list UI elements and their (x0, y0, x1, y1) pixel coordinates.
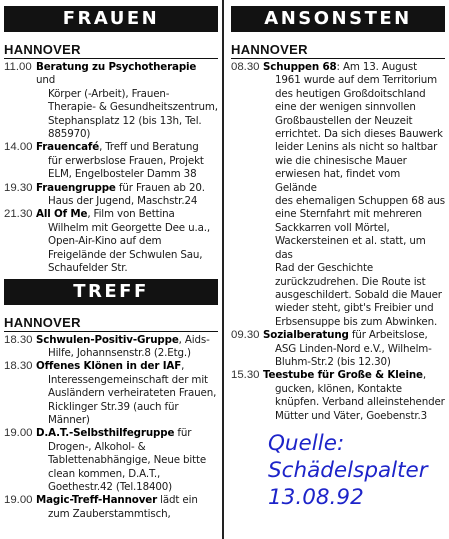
event-entry (4, 61, 218, 141)
event-title: Offenes Klönen in der IAF (36, 360, 182, 373)
event-continuation: zum Zauberstammtisch, (48, 507, 171, 520)
event-entry (4, 360, 218, 427)
city-heading: HANNOVER (231, 42, 308, 57)
event-continuation: Bluhm-Str.2 (bis 12.30) (275, 355, 391, 368)
event-first-line (36, 360, 218, 373)
event-continuation: des heutigen Großdoitschland (275, 87, 426, 100)
event-first-text: für Frauen ab 20. (115, 181, 205, 194)
event-entry (4, 141, 218, 181)
event-title: All Of Me (36, 208, 88, 221)
event-title: Beratung zu Psychotherapie (36, 61, 197, 73)
event-continuation: Ricklinger Str.39 (auch für (48, 400, 179, 413)
event-first-text: für Arbeitslose, (348, 329, 428, 342)
event-time: 15.30 (231, 369, 260, 382)
event-continuation: Open-Air-Kino auf dem (48, 235, 162, 248)
event-continuation: Stephansplatz 12 (bis 13h, Tel. (48, 114, 202, 127)
event-continuation: Wackersteinen et al. statt, um das (275, 235, 426, 261)
event-continuation: Großbaustellen der Neuzeit (275, 114, 413, 127)
event-first-line (263, 61, 445, 74)
event-continuation: Goethestr.42 (Tel.18400) (48, 480, 173, 493)
event-text (263, 61, 445, 329)
event-entry (4, 208, 218, 275)
event-title: Schwulen-Positiv-Gruppe (36, 333, 179, 346)
event-continuation: 885970) (48, 128, 91, 141)
event-continuation: Sackkarren voll Mörtel, (275, 221, 390, 234)
event-first-text: , (181, 360, 185, 373)
event-text (36, 334, 218, 361)
event-entry (231, 329, 445, 369)
event-entry (231, 369, 445, 423)
event-continuation: Ausländern verheirateten Frauen, (48, 387, 217, 400)
event-continuation: Schaufelder Str. (48, 262, 128, 275)
event-text (263, 329, 445, 369)
event-time: 11.00 (4, 61, 32, 73)
event-first-line (263, 329, 445, 342)
event-first-text: , Film von Bettina (87, 208, 175, 221)
event-continuation: Tablettenabhängige, Neue bitte (48, 454, 207, 467)
event-first-line (36, 427, 218, 440)
event-first-line (36, 61, 218, 88)
event-continuation: für erwerbslose Frauen, Projekt (48, 154, 204, 167)
event-text (36, 141, 218, 181)
event-continuation: Männer) (48, 413, 90, 426)
event-text (263, 369, 445, 423)
city-rule (231, 58, 445, 59)
event-continuation: Drogen-, Alkohol- & (48, 440, 146, 453)
event-continuation: ELM, Engelbosteler Damm 38 (48, 168, 197, 181)
city-heading: HANNOVER (4, 42, 81, 57)
source-note (268, 430, 428, 511)
event-title: D.A.T.-Selbsthilfegruppe (36, 427, 175, 440)
event-continuation: Erbsensuppe bis zum Abwinken. (275, 315, 438, 328)
event-continuation: Wilhelm mit Georgette Dee u.a., (48, 221, 211, 234)
event-continuation: wie die chinesische Mauer (275, 154, 407, 167)
event-entry (231, 61, 445, 329)
event-continuation: gucken, klönen, Kontakte (275, 382, 402, 395)
event-continuation: ASG Linden-Nord e.V., Wilhelm- (275, 342, 432, 355)
event-title: Teestube für Große & Kleine (263, 369, 423, 382)
event-time: 18.30 (4, 360, 33, 373)
event-first-line (263, 369, 445, 382)
event-entry (4, 427, 218, 494)
event-continuation: Therapie- & Gesundheitszentrum, (48, 101, 218, 114)
event-time: 14.00 (4, 141, 33, 154)
event-first-text: , (422, 369, 426, 382)
event-first-text: lädt ein (157, 494, 198, 507)
event-first-text: und (36, 74, 56, 87)
event-continuation: zurückzudrehen. Die Route ist (275, 275, 426, 288)
event-time: 21.30 (4, 208, 33, 221)
source-date: 13.08.92 (268, 485, 364, 510)
event-time: 19.30 (4, 181, 33, 194)
column-divider (222, 0, 224, 539)
event-text (36, 427, 218, 494)
event-continuation: eine der wenigen sinnvollen (275, 101, 416, 114)
event-continuation: erwiesen hat, findet vom Gelände (275, 168, 401, 194)
event-text (36, 360, 218, 427)
event-first-line (36, 141, 218, 154)
event-first-text: , Aids- (178, 333, 210, 346)
city-heading: HANNOVER (4, 314, 81, 330)
event-continuation: Interessengemeinschaft der mit (48, 373, 208, 386)
event-time: 19.00 (4, 427, 33, 440)
event-continuation: ausgeschildert. Sobald die Mauer (275, 288, 442, 301)
event-title: Magic-Treff-Hannover (36, 494, 158, 507)
event-first-text: , Treff und Beratung (99, 141, 199, 154)
event-first-line (36, 182, 218, 195)
event-first-text: : Am 13. August (336, 61, 418, 73)
event-text (36, 494, 218, 521)
event-entry (4, 334, 218, 361)
event-title: Sozialberatung (263, 329, 349, 342)
event-title: Frauencafé (36, 141, 100, 154)
event-entry (4, 182, 218, 209)
left-column (4, 6, 218, 521)
right-column (231, 6, 445, 423)
event-text (36, 208, 218, 275)
event-time: 19.00 (4, 494, 33, 507)
event-first-line (36, 208, 218, 221)
city-rule (4, 58, 218, 59)
event-continuation: Hilfe, Johannsenstr.8 (2.Etg.) (48, 346, 191, 359)
event-continuation: Rad der Geschichte (275, 262, 374, 275)
section-heading-frauen: FRAUEN (4, 6, 218, 32)
event-title: Frauengruppe (36, 181, 116, 194)
event-entry (4, 494, 218, 521)
event-first-text: für (174, 427, 192, 440)
event-continuation: knüpfen. Verband alleinstehender (275, 396, 445, 409)
source-label: Quelle: (268, 431, 345, 456)
event-title: Schuppen 68 (263, 61, 337, 73)
event-time: 18.30 (4, 333, 33, 346)
event-continuation: eine Sternfahrt mit mehreren (275, 208, 422, 221)
event-continuation: des ehemaligen Schuppen 68 aus (275, 195, 445, 208)
event-first-line (36, 494, 218, 507)
event-continuation: wieder steht, gibt's Freibier und (275, 302, 434, 315)
event-text (36, 182, 218, 209)
source-publication: Schädelspalter (268, 458, 428, 483)
event-time: 08.30 (231, 61, 260, 73)
event-continuation: clean kommen, D.A.T., (48, 467, 161, 480)
section-heading-ansonsten: ANSONSTEN (231, 6, 445, 32)
event-continuation: Mütter und Väter, Goebenstr.3 (275, 409, 428, 422)
event-text (36, 61, 218, 141)
city-rule (4, 331, 218, 332)
event-continuation: errichtet. Da sich dieses Bauwerk (275, 128, 443, 141)
event-continuation: Haus der Jugend, Maschstr.24 (48, 195, 198, 208)
section-heading-treff: TREFF (4, 279, 218, 305)
event-continuation: Körper (-Arbeit), Frauen- (48, 87, 170, 100)
event-first-line (36, 334, 218, 347)
event-time: 09.30 (231, 329, 260, 342)
event-continuation: Freigelände der Schwulen Sau, (48, 248, 203, 261)
event-continuation: 1961 wurde auf dem Territorium (275, 74, 438, 87)
event-continuation: leider Lenins als nicht so haltbar (275, 141, 438, 154)
